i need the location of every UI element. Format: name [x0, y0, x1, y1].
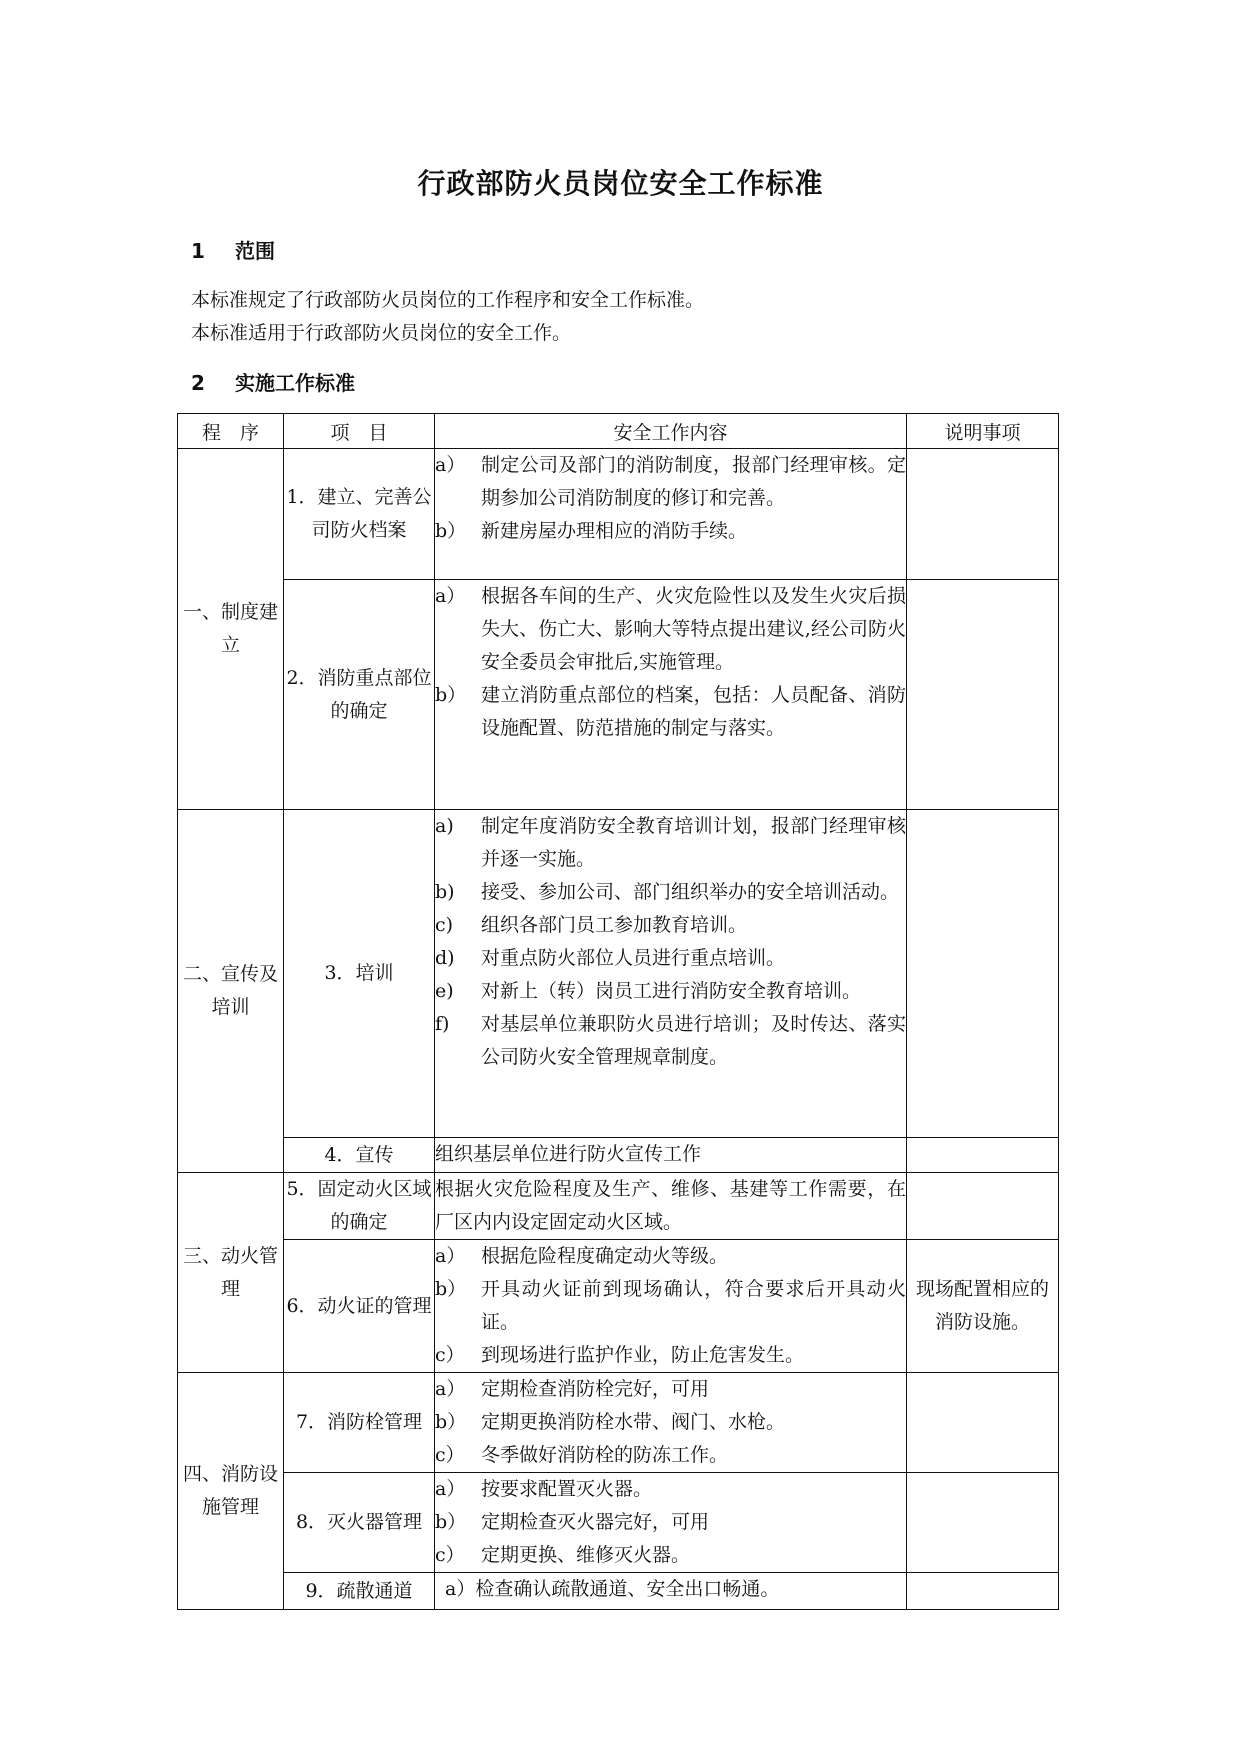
line-label: c）: [435, 1444, 465, 1466]
line-text: 到现场进行监护作业，防止危害发生。: [481, 1344, 805, 1366]
item-cell: 8．灭火器管理: [284, 1473, 435, 1573]
table-row: [178, 1573, 1059, 1610]
content-line: [435, 942, 906, 975]
note-cell: [907, 1373, 1059, 1473]
item-cell: 1．建立、完善公司防火档案: [284, 449, 435, 580]
line-label: c）: [435, 1344, 465, 1366]
line-text: 开具动火证前到现场确认，符合要求后开具动火证。: [481, 1278, 906, 1333]
section-heading-scope: [191, 235, 275, 264]
line-label: b）: [435, 684, 467, 706]
line-label: a): [435, 815, 454, 837]
line-text: 定期更换消防栓水带、阀门、水枪。: [481, 1411, 786, 1433]
table-header-row: [178, 414, 1059, 449]
line-text: 对基层单位兼职防火员进行培训；及时传达、落实公司防火安全管理规章制度。: [481, 1013, 906, 1068]
content-cell: [435, 449, 907, 580]
table-row: [178, 1373, 1059, 1473]
line-text: 新建房屋办理相应的消防手续。: [481, 520, 748, 542]
section-heading-standards: [191, 367, 355, 396]
content-line: [435, 1273, 906, 1339]
content-line: [435, 1506, 906, 1539]
header-notes: 说明事项: [907, 414, 1059, 449]
line-label: a）: [435, 454, 466, 476]
content-line: [435, 515, 906, 548]
table-row: [178, 1173, 1059, 1240]
content-line: [435, 580, 906, 679]
table-row: [178, 580, 1059, 810]
line-label: b）: [435, 1411, 467, 1433]
content-cell: [435, 580, 907, 810]
note-cell: [907, 1473, 1059, 1573]
line-text: 接受、参加公司、部门组织举办的安全培训活动。: [481, 881, 900, 903]
line-text: 建立消防重点部位的档案，包括：人员配备、消防设施配置、防范措施的制定与落实。: [481, 684, 906, 739]
item-cell: 9．疏散通道: [284, 1573, 435, 1610]
note-cell: [907, 580, 1059, 810]
content-line: [435, 1473, 906, 1506]
line-label: d): [435, 947, 455, 969]
item-cell: 4．宣传: [284, 1138, 435, 1173]
content-line: [435, 679, 906, 745]
table-row: [178, 1473, 1059, 1573]
header-item: 项 目: [284, 414, 435, 449]
line-label: b): [435, 881, 455, 903]
content-line: [435, 810, 906, 876]
procedure-cell: 四、消防设施管理: [178, 1373, 284, 1610]
content-line: [435, 1439, 906, 1472]
line-text: 根据各车间的生产、火灾危险性以及发生火灾后损失大、伤亡大、影响大等特点提出建议,经公司防火安全委员会审批后,实施管理。: [481, 585, 906, 673]
note-cell: [907, 449, 1059, 580]
note-cell: [907, 1573, 1059, 1610]
content-cell: a）检查确认疏散通道、安全出口畅通。: [435, 1573, 907, 1610]
content-line: [435, 975, 906, 1008]
scope-paragraph: 本标准适用于行政部防火员岗位的安全工作。: [191, 322, 572, 344]
table-row: [178, 1138, 1059, 1173]
content-line: [435, 1539, 906, 1572]
section-title: 范围: [235, 239, 275, 263]
line-text: 冬季做好消防栓的防冻工作。: [481, 1444, 729, 1466]
procedure-cell: 一、制度建立: [178, 449, 284, 810]
item-cell: 6．动火证的管理: [284, 1240, 435, 1373]
line-label: b）: [435, 520, 467, 542]
line-text: 定期检查消防栓完好，可用: [481, 1378, 710, 1400]
line-text: 定期检查灭火器完好，可用: [481, 1511, 710, 1533]
line-label: c）: [435, 1544, 465, 1566]
section-number: 2: [191, 371, 205, 395]
scope-paragraph: 本标准规定了行政部防火员岗位的工作程序和安全工作标准。: [191, 289, 705, 311]
line-text: 组织各部门员工参加教育培训。: [481, 914, 748, 936]
line-label: b）: [435, 1511, 467, 1533]
line-label: a）: [435, 585, 466, 607]
content-cell: [435, 1373, 907, 1473]
content-cell: [435, 1473, 907, 1573]
item-cell: 7．消防栓管理: [284, 1373, 435, 1473]
note-cell: [907, 1173, 1059, 1240]
content-cell: 组织基层单位进行防火宣传工作: [435, 1138, 907, 1173]
header-procedure: 程 序: [178, 414, 284, 449]
procedure-cell: 三、动火管理: [178, 1173, 284, 1373]
content-line: [435, 909, 906, 942]
document-title: 行政部防火员岗位安全工作标准: [417, 167, 824, 200]
line-text: 定期更换、维修灭火器。: [481, 1544, 691, 1566]
item-cell: 2．消防重点部位的确定: [284, 580, 435, 810]
note-cell: [907, 810, 1059, 1138]
section-number: 1: [191, 239, 205, 263]
table-row: [178, 810, 1059, 1138]
content-line: [435, 876, 906, 909]
line-label: b）: [435, 1278, 467, 1300]
table-row: [178, 1240, 1059, 1373]
section-title: 实施工作标准: [235, 371, 355, 395]
line-label: f): [435, 1013, 450, 1035]
content-line: [435, 1339, 906, 1372]
content-cell: [435, 810, 907, 1138]
line-label: a）: [435, 1245, 466, 1267]
line-text: 根据危险程度确定动火等级。: [481, 1245, 729, 1267]
header-content: 安全工作内容: [435, 414, 907, 449]
content-text: 根据火灾危险程度及生产、维修、基建等工作需要，在厂区内内设定固定动火区域。: [435, 1178, 906, 1233]
line-label: a）: [435, 1378, 466, 1400]
line-label: a）: [435, 1478, 466, 1500]
line-text: 制定年度消防安全教育培训计划，报部门经理审核并逐一实施。: [481, 815, 906, 870]
work-standard-table: [177, 413, 1059, 1610]
content-line: [435, 1406, 906, 1439]
content-cell: [435, 1173, 907, 1240]
content-cell: [435, 1240, 907, 1373]
line-label: c): [435, 914, 454, 936]
item-cell: 3．培训: [284, 810, 435, 1138]
line-text: 制定公司及部门的消防制度，报部门经理审核。定期参加公司消防制度的修订和完善。: [481, 454, 906, 509]
content-line: [435, 449, 906, 515]
line-text: 对新上（转）岗员工进行消防安全教育培训。: [481, 980, 862, 1002]
line-label: e): [435, 980, 454, 1002]
content-line: [435, 1240, 906, 1273]
content-line: [435, 1008, 906, 1074]
table-row: [178, 449, 1059, 580]
line-text: 按要求配置灭火器。: [481, 1478, 653, 1500]
content-line: [435, 1373, 906, 1406]
procedure-cell: 二、宣传及培训: [178, 810, 284, 1173]
item-cell: 5．固定动火区域的确定: [284, 1173, 435, 1240]
note-cell: 现场配置相应的消防设施。: [907, 1240, 1059, 1373]
note-cell: [907, 1138, 1059, 1173]
line-text: 对重点防火部位人员进行重点培训。: [481, 947, 786, 969]
